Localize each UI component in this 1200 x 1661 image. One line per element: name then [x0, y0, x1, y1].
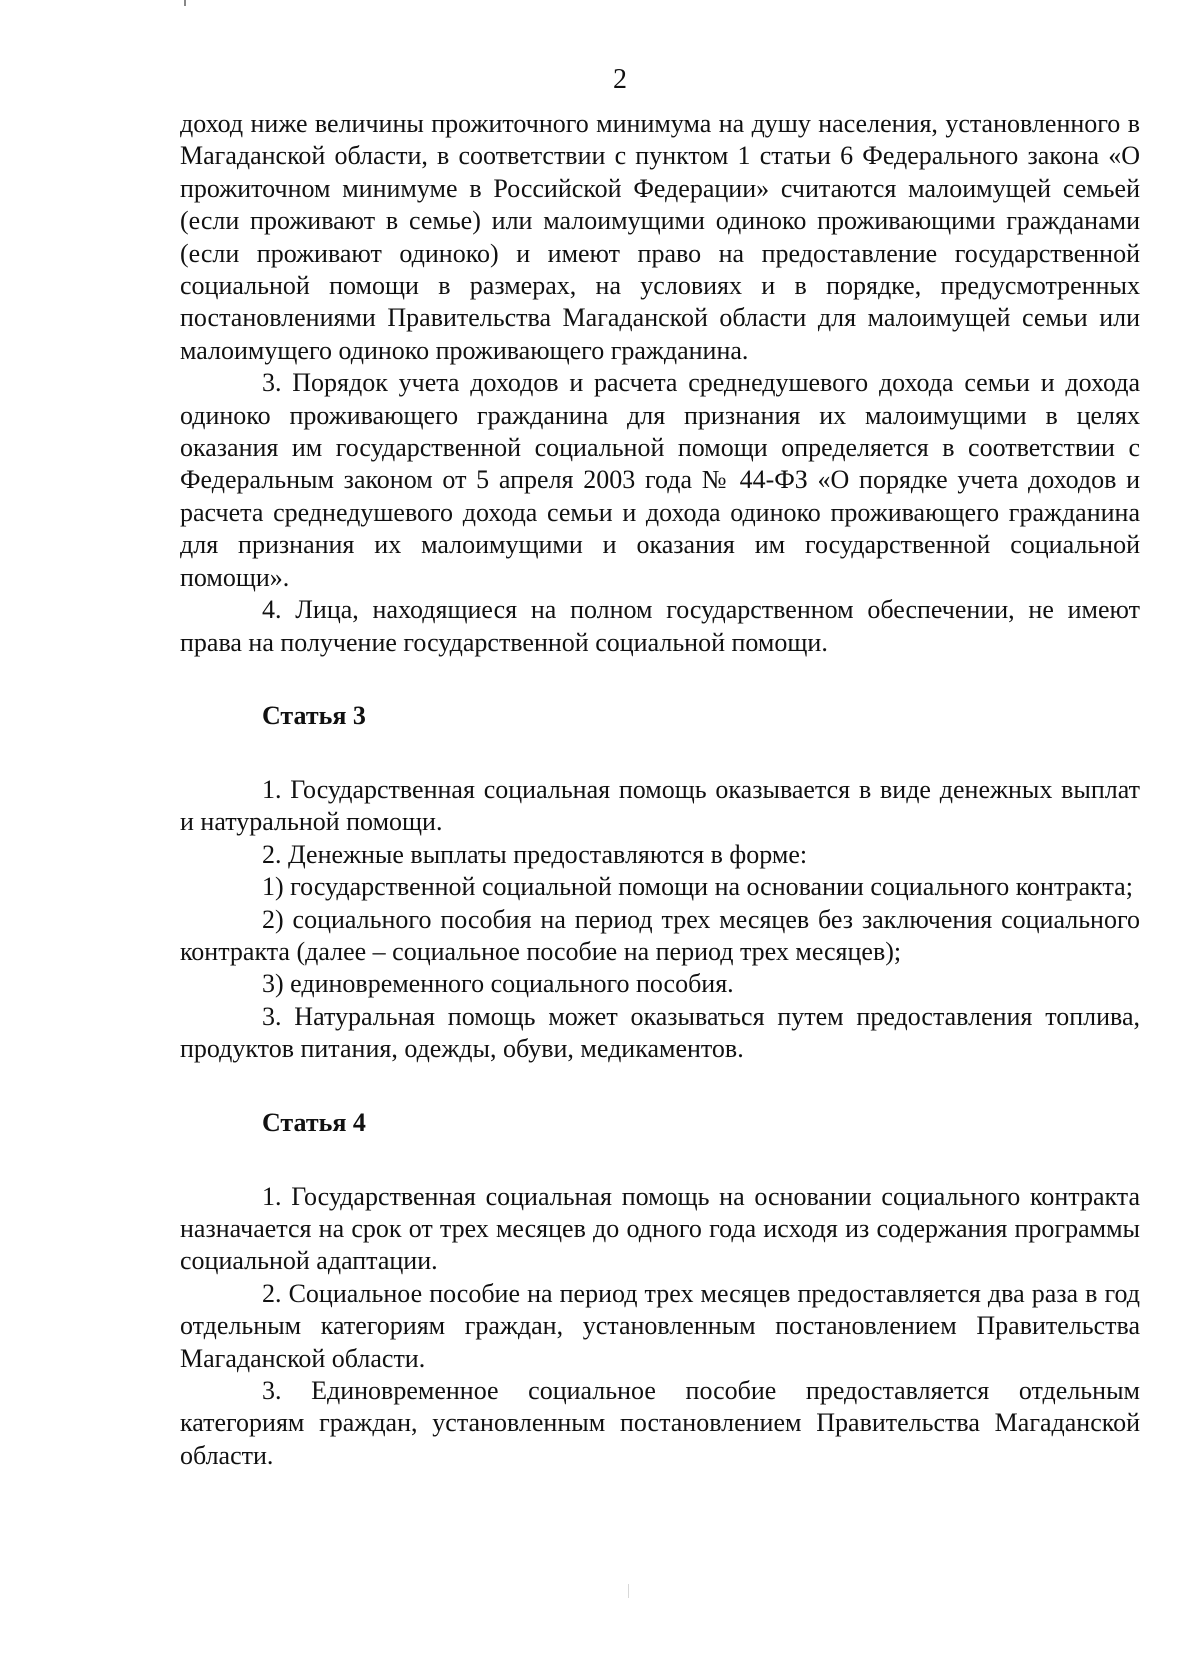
spacer: [180, 1139, 1140, 1181]
article-3-heading: Статья 3: [262, 700, 366, 730]
article-4-paragraph: 1. Государственная социальная помощь на основании социального контракта назначается на срок от трех месяцев до одного года исходя из содержания программы социальной адаптации.: [180, 1181, 1140, 1276]
page-number: 2: [613, 64, 627, 95]
paragraph-continuation: доход ниже величины прожиточного минимума на душу населения, установленного в Магаданской области, в соответствии с пунктом 1 статьи 6 Федерального закона «О прожиточном минимуме в Российской Федерации» считаются малоимущей семьей (если проживают в семье) или малоимущими одиноко проживающими гражданами (если проживают одиноко) и имеют право на предоставление государственной социальной помощи в размерах, на условиях и в порядке, предусмотренных постановлениями Правительства Магаданской области для малоимущей семьи или малоимущего одиноко проживающего гражданина.: [180, 109, 1140, 365]
article-3-paragraph: 1. Государственная социальная помощь оказывается в виде денежных выплат и натуральной помощи.: [180, 774, 1140, 837]
paragraph-item-3: 3. Порядок учета доходов и расчета среднедушевого дохода семьи и дохода одиноко проживающего гражданина для признания их малоимущими в целях оказания им государственной социальной помощи определяется в соответствии с Федеральным законом от 5 апреля 2003 года № 44-ФЗ «О порядке учета доходов и расчета среднедушевого дохода семьи и дохода одиноко проживающего гражданина для признания их малоимущими и оказания им государственной социальной помощи».: [180, 368, 1140, 592]
spacer: [180, 732, 1140, 774]
document-body: [180, 108, 1140, 1472]
article-3-subitem: 3) единовременного социального пособия.: [262, 969, 734, 999]
article-3-paragraph: 3. Натуральная помощь может оказываться путем предоставления топлива, продуктов питания, одежды, обуви, медикаментов.: [180, 1001, 1140, 1064]
article-3-subitem: 1) государственной социальной помощи на основании социального контракта;: [262, 872, 1133, 902]
article-3-subitem: 2) социального пособия на период трех месяцев без заключения социального контракта (далее – социальное пособие на период трех месяцев);: [180, 904, 1140, 966]
scan-artifact-dot: [628, 1584, 629, 1598]
spacer: [180, 1066, 1140, 1107]
article-4-heading: Статья 4: [262, 1107, 366, 1137]
scan-artifact-mark: [184, 0, 186, 6]
spacer: [180, 659, 1140, 700]
article-3-paragraph: 2. Денежные выплаты предоставляются в форме:: [262, 839, 808, 869]
article-4-paragraph: 2. Социальное пособие на период трех месяцев предоставляется два раза в год отдельным категориям граждан, установленным постановлением Правительства Магаданской области.: [180, 1278, 1140, 1373]
article-4-paragraph: 3. Единовременное социальное пособие предоставляется отдельным категориям граждан, установленным постановлением Правительства Магаданской области.: [180, 1376, 1140, 1470]
paragraph-item-4: 4. Лица, находящиеся на полном государственном обеспечении, не имеют права на получение государственной социальной помощи.: [180, 595, 1140, 657]
